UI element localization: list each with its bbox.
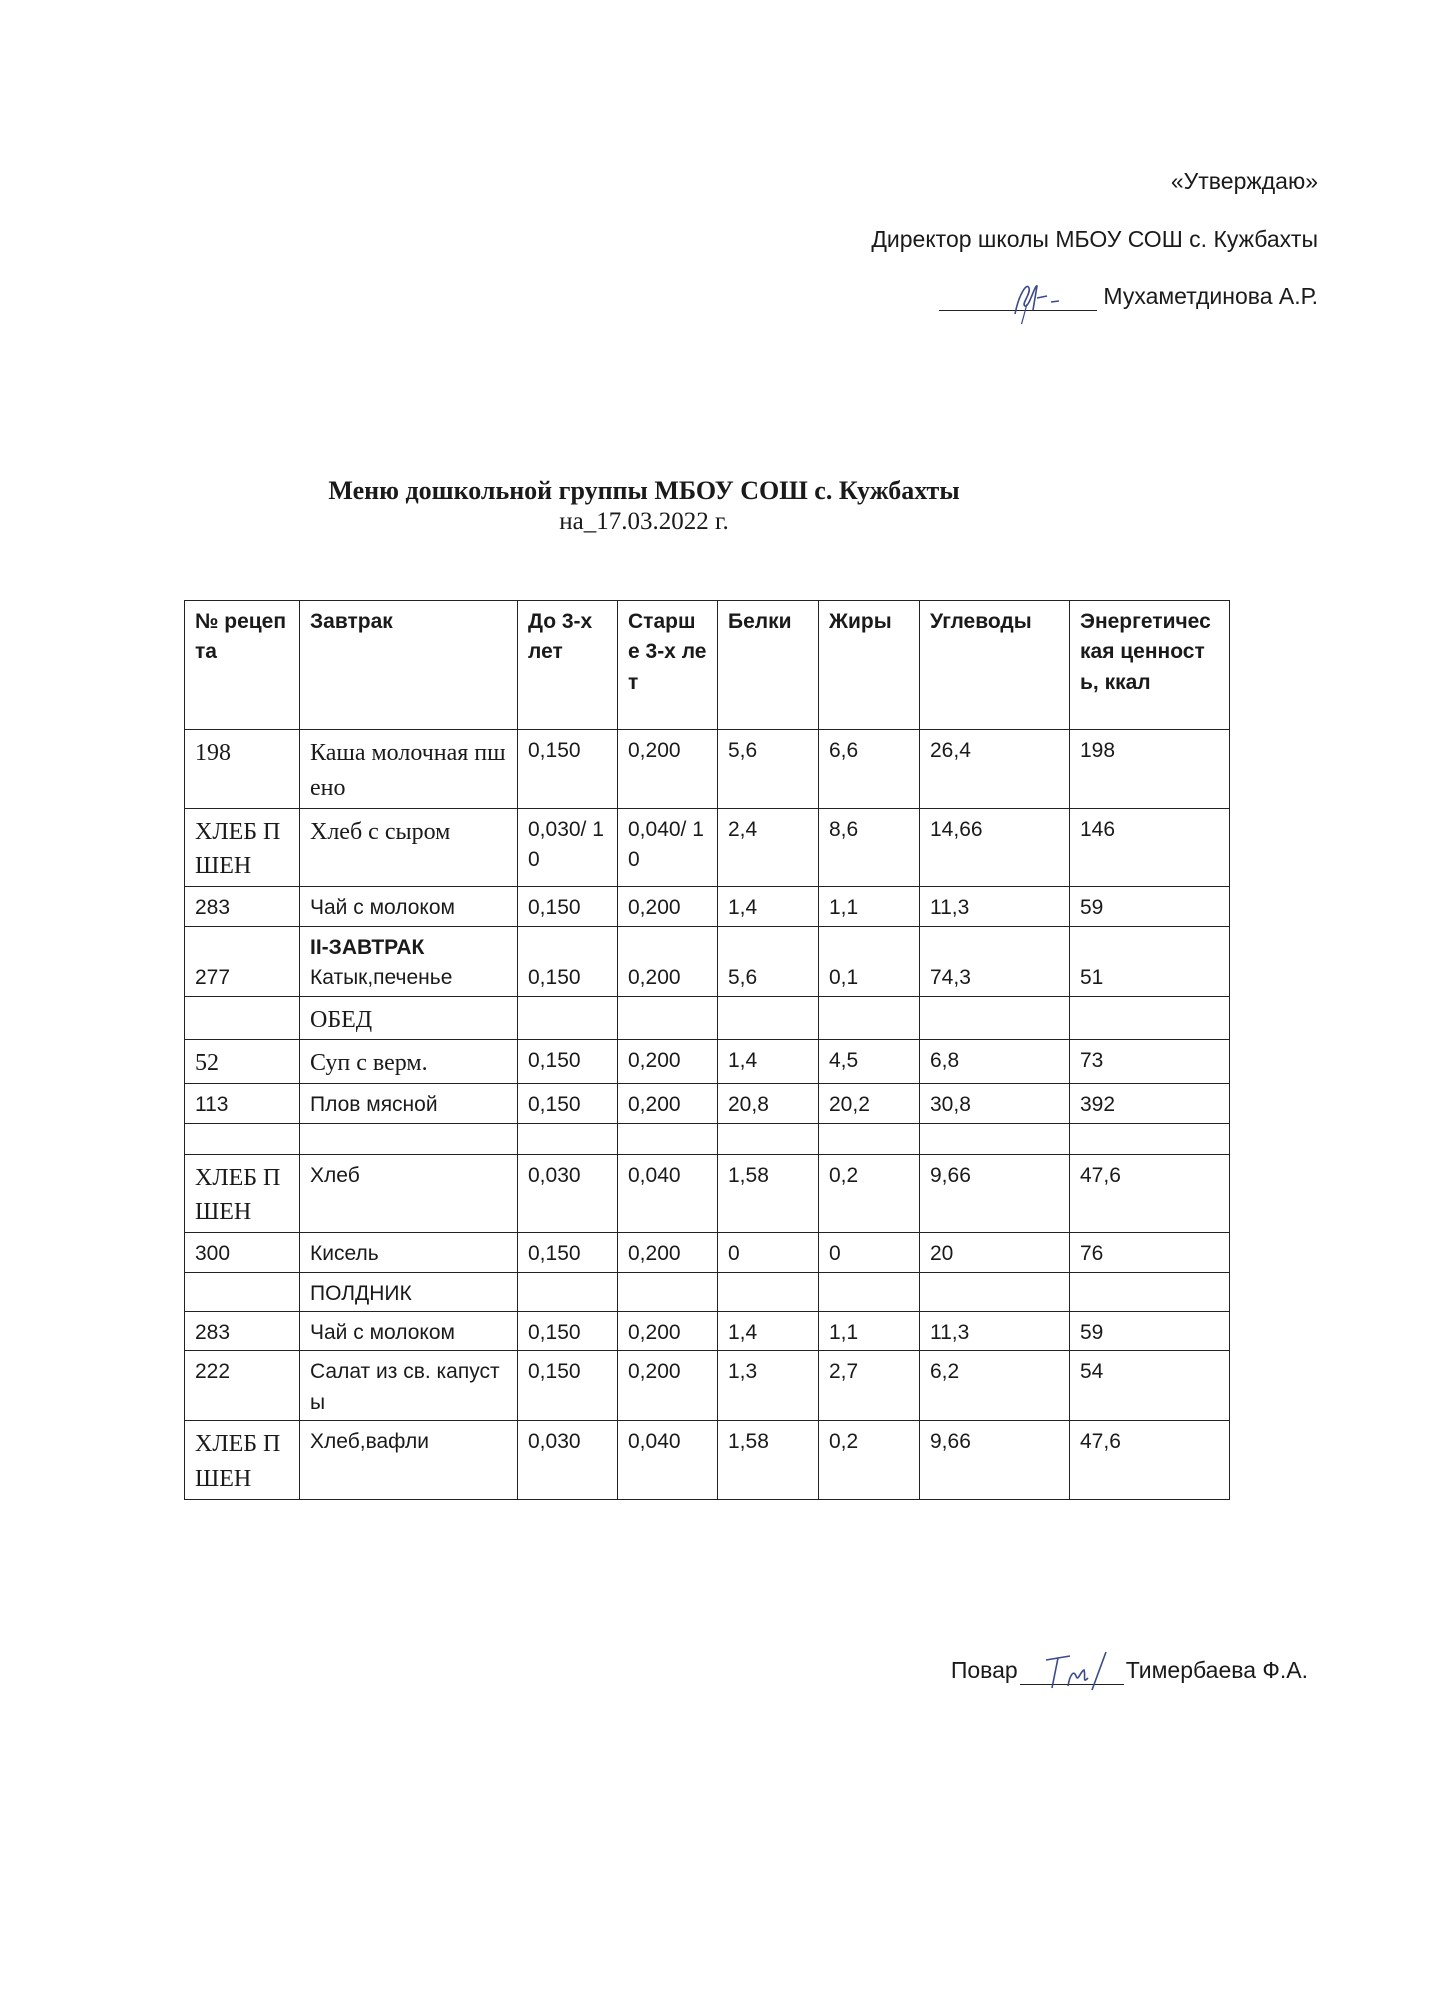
cell-dish: Плов мясной: [300, 1084, 518, 1123]
cell-energy: 198: [1070, 730, 1230, 809]
cell-code: 113: [185, 1084, 300, 1123]
table-row: [185, 1084, 1230, 1123]
director-signature: [997, 274, 1067, 324]
cell-dish-text: Катык,печенье: [310, 966, 453, 990]
cell-fats: 0,1: [819, 926, 920, 996]
director-name: Мухаметдинова А.Р.: [1103, 283, 1318, 310]
cell-dish: Хлеб с сыром: [300, 808, 518, 887]
cell-under-3: 0,150: [518, 1351, 618, 1421]
cell-dish: Кисель: [300, 1233, 518, 1272]
cell-proteins: 1,58: [718, 1421, 819, 1500]
document-title: [40, 476, 1248, 536]
table-row: [185, 1154, 1230, 1233]
cell-over-3: 0,040/ 10: [618, 808, 718, 887]
cell-over-3: 0,200: [618, 1312, 718, 1351]
cell-under-3: 0,030: [518, 1421, 618, 1500]
cell-fats: 8,6: [819, 808, 920, 887]
cell-under-3: 0,030/ 10: [518, 808, 618, 887]
cell-over-3: 0,200: [618, 887, 718, 926]
cell-dish: Каша молочная пшено: [300, 730, 518, 809]
cell-over-3: 0,200: [618, 1040, 718, 1084]
title-line-1: Меню дошкольной группы МБОУ СОШ с. Кужбахты: [328, 476, 960, 505]
cell-fats: 0: [819, 1233, 920, 1272]
cell-over-3: 0,200: [618, 1233, 718, 1272]
cell-energy: 146: [1070, 808, 1230, 887]
cell-proteins: 1,4: [718, 887, 819, 926]
cell-carbs: 11,3: [920, 1312, 1070, 1351]
cell-fats: 0,2: [819, 1154, 920, 1233]
cell-under-3: 0,150: [518, 1084, 618, 1123]
header-carbs: Углеводы: [920, 601, 1070, 730]
table-row: [185, 1351, 1230, 1421]
header-energy: Энергетическая ценность, ккал: [1070, 601, 1230, 730]
cell-over-3: 0,040: [618, 1421, 718, 1500]
table-row: [185, 1421, 1230, 1500]
cell-fats: 4,5: [819, 1040, 920, 1084]
cell-carbs: 14,66: [920, 808, 1070, 887]
table-row: [185, 1312, 1230, 1351]
table-row: [185, 1040, 1230, 1084]
table-row: [185, 730, 1230, 809]
cook-signature-underline: [1020, 1662, 1124, 1685]
cell-under-3: 0,030: [518, 1154, 618, 1233]
cell-carbs: 74,3: [920, 926, 1070, 996]
cell-energy: 51: [1070, 926, 1230, 996]
cell-proteins: 20,8: [718, 1084, 819, 1123]
cell-code: ХЛЕБ ПШЕН: [185, 1154, 300, 1233]
director-signature-underline: [939, 288, 1097, 311]
cell-dish: Чай с молоком: [300, 887, 518, 926]
header-proteins: Белки: [718, 601, 819, 730]
cell-over-3: 0,040: [618, 1154, 718, 1233]
cell-proteins: 5,6: [718, 730, 819, 809]
approval-block: [871, 168, 1318, 341]
cell-energy: 54: [1070, 1351, 1230, 1421]
cell-code: 283: [185, 1312, 300, 1351]
section-row: [185, 1272, 1230, 1311]
cell-dish: Хлеб: [300, 1154, 518, 1233]
cell-code: 283: [185, 887, 300, 926]
cell-dish: [300, 926, 518, 996]
cell-code: 300: [185, 1233, 300, 1272]
cell-proteins: 0: [718, 1233, 819, 1272]
cell-code: 52: [185, 1040, 300, 1084]
cell-fats: 20,2: [819, 1084, 920, 1123]
empty-row: [185, 1123, 1230, 1154]
cell-under-3: 0,150: [518, 1040, 618, 1084]
header-meal: Завтрак: [300, 601, 518, 730]
approval-signature-line: [871, 283, 1318, 311]
cell-fats: 1,1: [819, 887, 920, 926]
table-row: [185, 887, 1230, 926]
cell-carbs: 6,2: [920, 1351, 1070, 1421]
table-row: [185, 926, 1230, 996]
cell-under-3: 0,150: [518, 1233, 618, 1272]
cell-dish: Салат из св. капусты: [300, 1351, 518, 1421]
header-fats: Жиры: [819, 601, 920, 730]
cell-over-3: 0,200: [618, 730, 718, 809]
cell-carbs: 6,8: [920, 1040, 1070, 1084]
cell-proteins: 1,3: [718, 1351, 819, 1421]
cell-carbs: 9,66: [920, 1154, 1070, 1233]
cell-under-3: 0,150: [518, 1312, 618, 1351]
cook-signature-block: [951, 1657, 1308, 1685]
table-row: [185, 808, 1230, 887]
cell-code: ХЛЕБ ПШЕН: [185, 1421, 300, 1500]
cell-fats: 1,1: [819, 1312, 920, 1351]
cell-under-3: 0,150: [518, 926, 618, 996]
cell-code: 222: [185, 1351, 300, 1421]
cell-over-3: 0,200: [618, 926, 718, 996]
header-under-3: До 3-х лет: [518, 601, 618, 730]
menu-table: [184, 600, 1230, 1500]
cell-code: 198: [185, 730, 300, 809]
cell-energy: 76: [1070, 1233, 1230, 1272]
cell-code: 277: [185, 926, 300, 996]
header-recipe: № рецепта: [185, 601, 300, 730]
cell-proteins: 5,6: [718, 926, 819, 996]
cell-fats: 6,6: [819, 730, 920, 809]
cell-under-3: 0,150: [518, 730, 618, 809]
cell-energy: 392: [1070, 1084, 1230, 1123]
section-title-afternoon-snack: ПОЛДНИК: [300, 1272, 518, 1311]
cell-carbs: 9,66: [920, 1421, 1070, 1500]
section-title-second-breakfast: II-ЗАВТРАК: [310, 935, 425, 959]
cell-carbs: 30,8: [920, 1084, 1070, 1123]
cell-proteins: 1,4: [718, 1040, 819, 1084]
cell-energy: 47,6: [1070, 1421, 1230, 1500]
cell-proteins: 1,58: [718, 1154, 819, 1233]
cell-carbs: 20: [920, 1233, 1070, 1272]
cell-dish: Хлеб,вафли: [300, 1421, 518, 1500]
cook-label: Повар: [950, 1657, 1018, 1683]
cell-energy: 47,6: [1070, 1154, 1230, 1233]
cell-under-3: 0,150: [518, 887, 618, 926]
table-header-row: [185, 601, 1230, 730]
approval-position: Директор школы МБОУ СОШ с. Кужбахты: [871, 225, 1318, 252]
cook-signature: [1040, 1646, 1110, 1696]
cell-fats: 2,7: [819, 1351, 920, 1421]
cell-over-3: 0,200: [618, 1351, 718, 1421]
cell-proteins: 2,4: [718, 808, 819, 887]
cell-fats: 0,2: [819, 1421, 920, 1500]
cell-proteins: 1,4: [718, 1312, 819, 1351]
cell-dish: Чай с молоком: [300, 1312, 518, 1351]
cell-carbs: 11,3: [920, 887, 1070, 926]
cell-dish: Суп с верм.: [300, 1040, 518, 1084]
cell-code: ХЛЕБ ПШЕН: [185, 808, 300, 887]
cell-energy: 73: [1070, 1040, 1230, 1084]
cook-name: Тимербаева Ф.А.: [1125, 1657, 1308, 1683]
header-over-3: Старше 3-х лет: [618, 601, 718, 730]
cell-over-3: 0,200: [618, 1084, 718, 1123]
table-row: [185, 1233, 1230, 1272]
section-title-lunch: ОБЕД: [300, 996, 518, 1040]
title-date: на_17.03.2022 г.: [559, 508, 729, 535]
cell-energy: 59: [1070, 887, 1230, 926]
section-row: [185, 996, 1230, 1040]
approval-heading: «Утверждаю»: [1170, 168, 1318, 194]
cell-carbs: 26,4: [920, 730, 1070, 809]
cell-energy: 59: [1070, 1312, 1230, 1351]
